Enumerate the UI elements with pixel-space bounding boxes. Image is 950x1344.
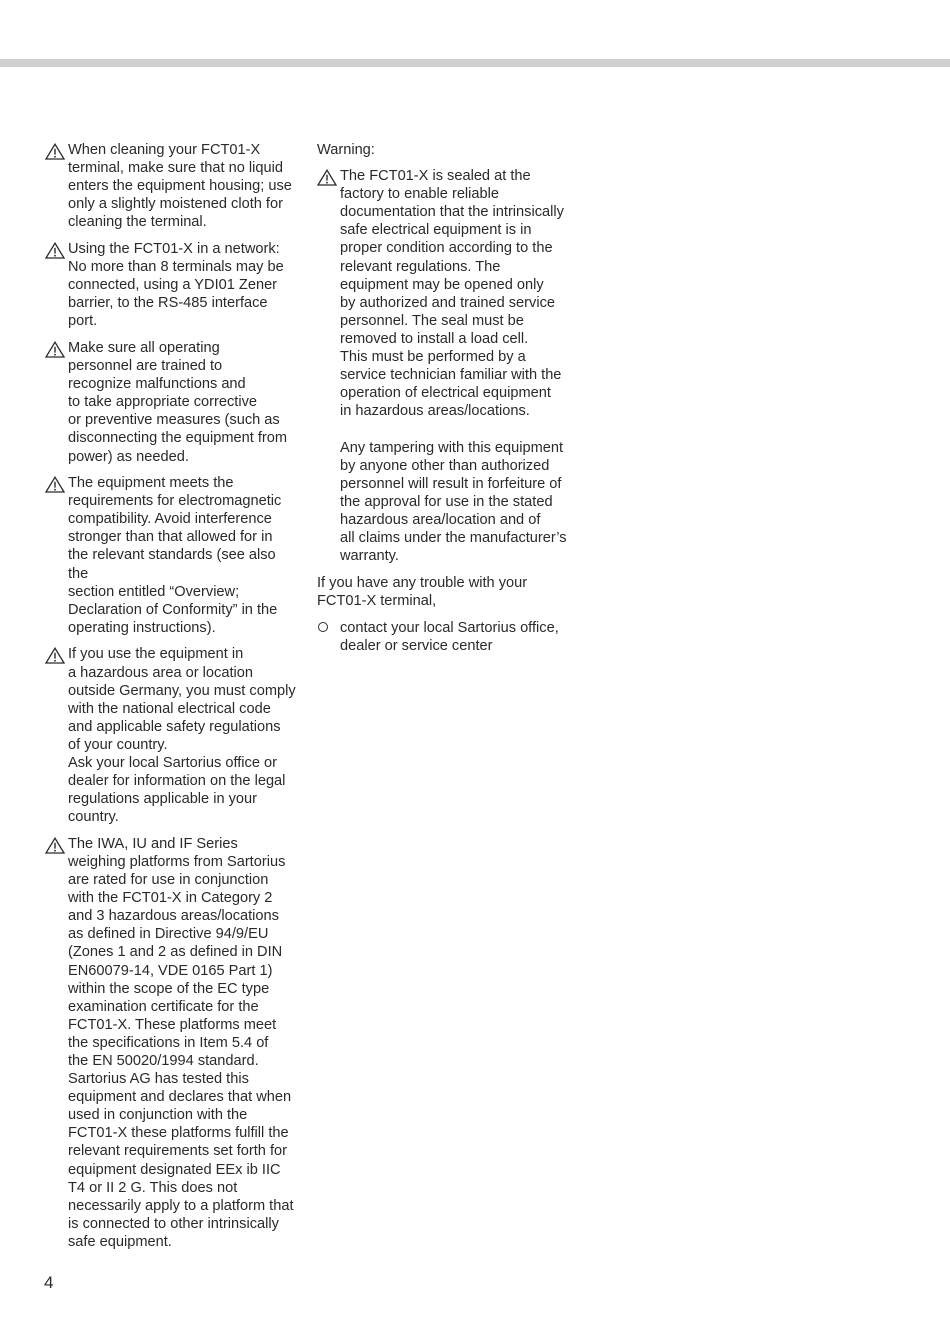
warning-triangle-icon [45,143,65,160]
warning-triangle-icon [45,837,65,854]
warning-item-text: The FCT01-X is sealed at the factory to enable reliable documentation that the intrinsically safe electrical equipment is in proper condition according to the relevant regulations. The equipment may be opened only by authorized and trained service personnel. The seal must be removed to install a load cell. This must be performed by a service technician familiar with the operation of electrical equipment in hazardous areas/locations. Any tampering with this equipment by anyone other than authorized personnel will result in forfeiture of the approval for use in the stated hazardous area/location and of all claims under the manufacturer’s warranty. [340,168,567,565]
safety-item-text: The IWA, IU and IF Series weighing platforms from Sartorius are rated for use in conjunction with the FCT01-X in Category 2 and 3 hazardous areas/locations as defined in Directive 94/9/EU (Zones 1 and 2 as defined in DIN EN60079-14, VDE 0165 Part 1) within the scope of the EC type examination certificate for the FCT01-X. These platforms meet the specifications in Item 5.4 of the EN 50020/1994 standard. Sartorius AG has tested this equipment and declares that when used in conjunction with the FCT01-X these platforms fulfill the relevant requirements set forth for equipment designated EEx ib IIC T4 or II 2 G. This does not necessarily apply to a platform that is connected to other intrinsically safe equipment. [68,835,294,1250]
safety-item-emc [45,474,300,637]
page-number: 4 [44,1273,54,1292]
bullet-item-contact [317,619,567,655]
safety-item-hazardous-area [45,645,300,826]
warning-heading: Warning: [317,142,375,158]
warning-triangle-icon [317,169,337,186]
bullet-item-text: contact your local Sartorius office, dealer or service center [340,619,559,654]
safety-item-platforms [45,835,300,1251]
safety-item-text: The equipment meets the requirements for electromagnetic compatibility. Avoid interference stronger than that allowed for in the relevant standards (see also the section entitled “Overview; Declaration of Conformity” in the operating instructions). [68,475,282,636]
left-column [45,141,300,1260]
safety-item-text: If you use the equipment in a hazardous area or location outside Germany, you must comply with the national electrical code and applicable safety regulations of your country. Ask your local Sartorius office or dealer for information on the legal regulations applicable in your country. [68,646,296,826]
warning-triangle-icon [45,242,65,259]
header-rule [0,59,950,67]
safety-item-cleaning [45,141,300,231]
right-column [317,141,567,664]
safety-item-text: Make sure all operating personnel are trained to recognize malfunctions and to take appropriate corrective or preventive measures (such as disconnecting the equipment from power) as needed. [68,339,288,465]
trouble-paragraph: If you have any trouble with your FCT01-X terminal, [317,574,528,609]
safety-item-network [45,240,300,330]
warning-triangle-icon [45,341,65,358]
warning-triangle-icon [45,647,65,664]
safety-item-text: When cleaning your FCT01-X terminal, make sure that no liquid enters the equipment housing; use only a slightly moistened cloth for cleaning the terminal. [68,142,292,231]
circle-bullet-icon [318,622,328,632]
warning-item-seal [317,167,567,565]
warning-triangle-icon [45,476,65,493]
safety-item-text: Using the FCT01-X in a network: No more than 8 terminals may be connected, using a YDI01 Zener barrier, to the RS-485 interface port. [68,240,284,330]
safety-item-training [45,339,300,466]
